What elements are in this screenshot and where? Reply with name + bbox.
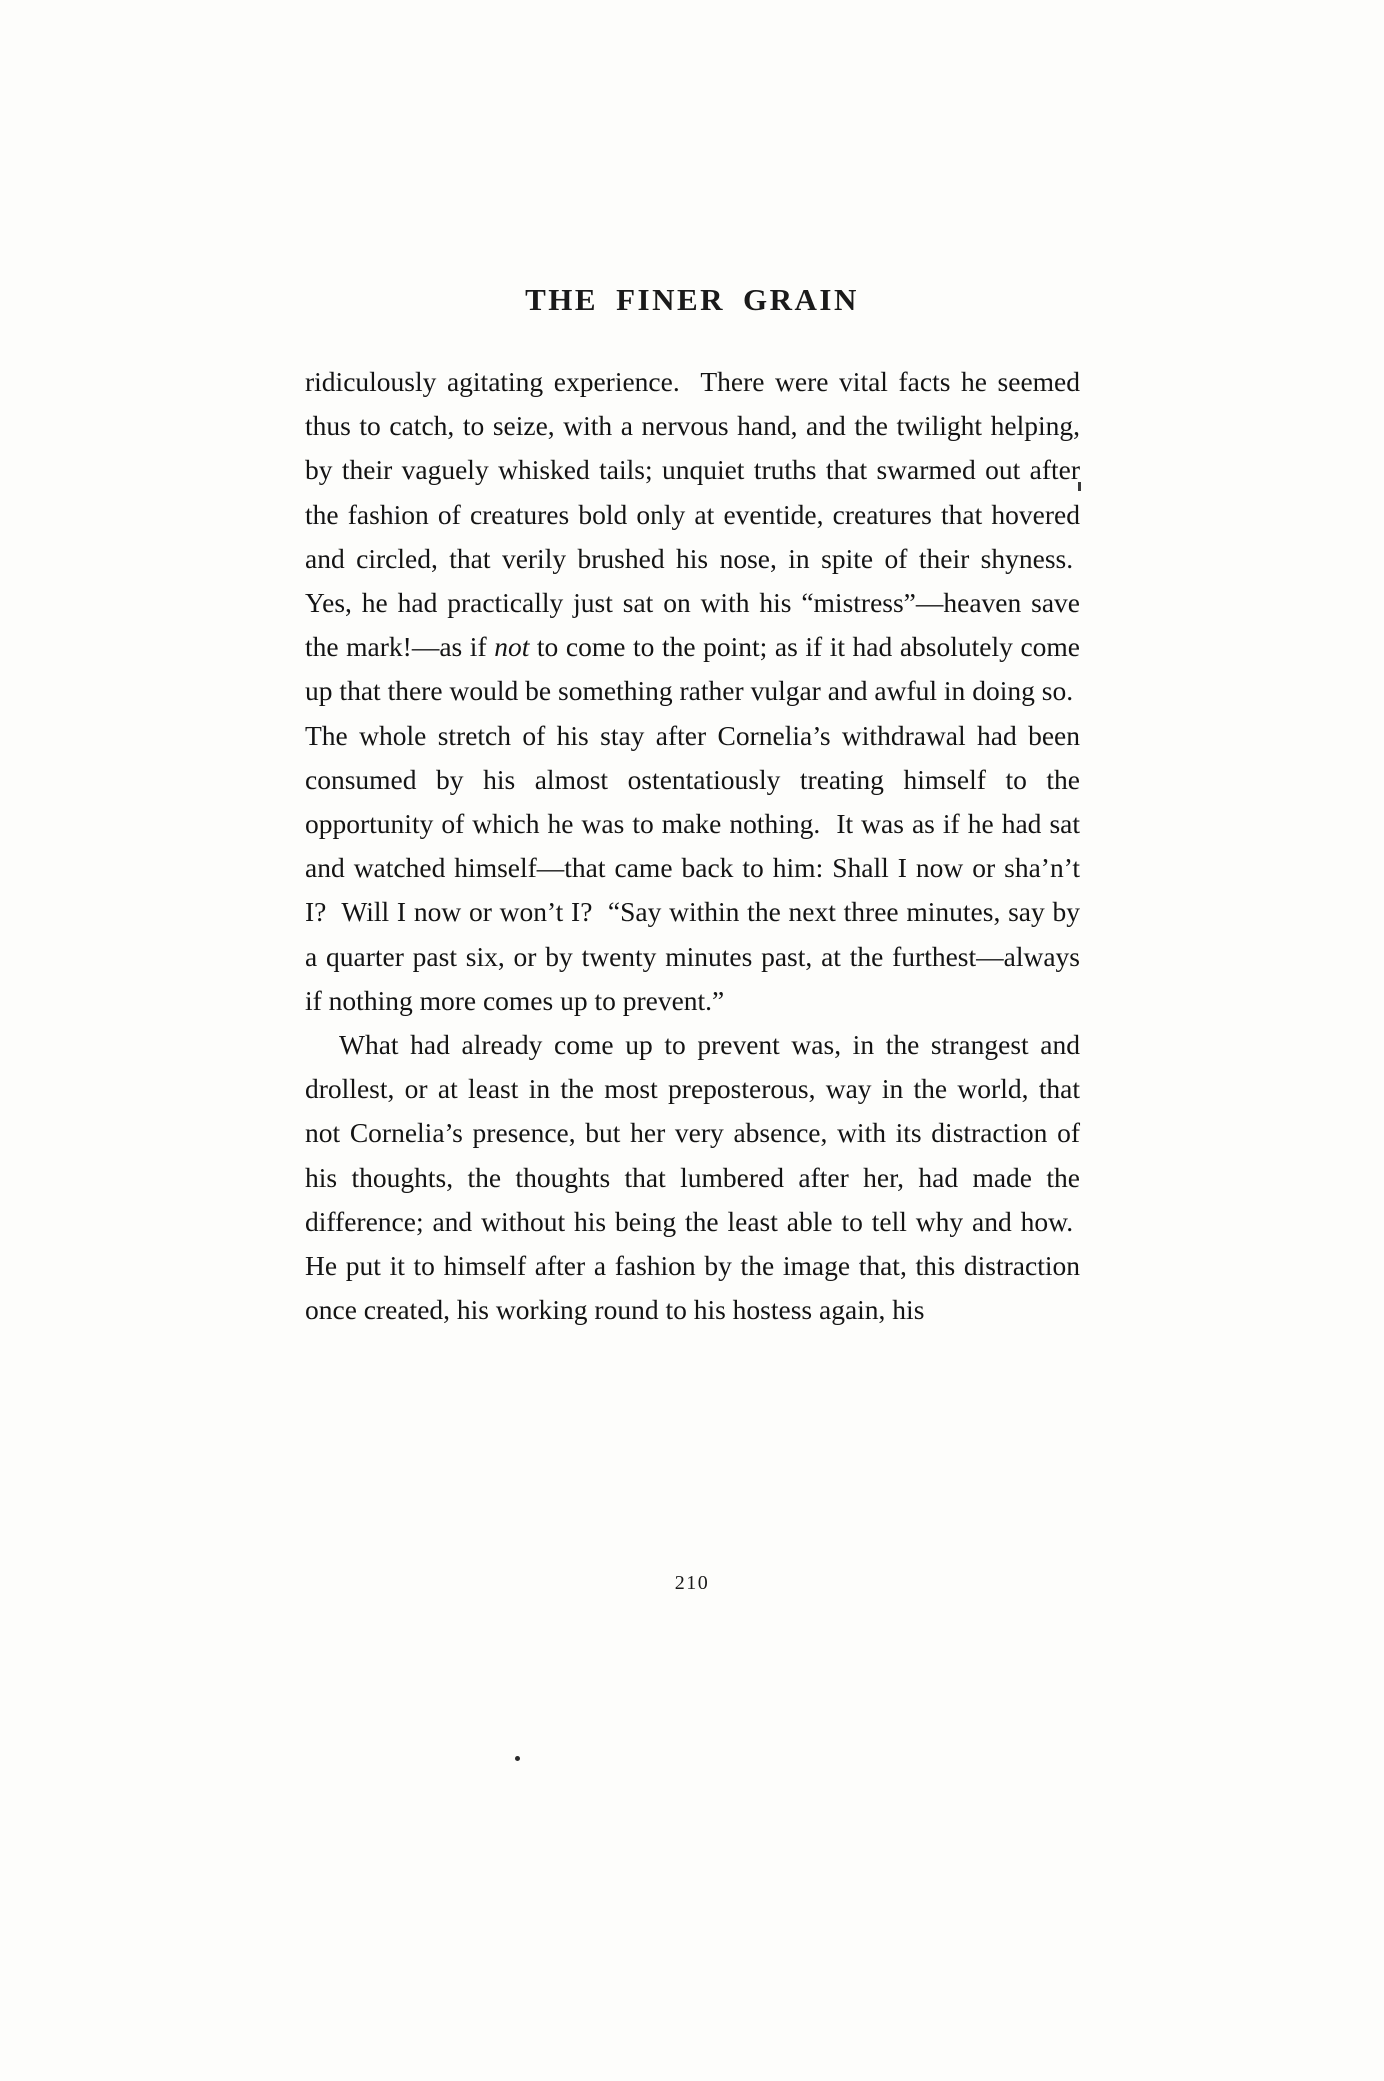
emphasis-not: not	[494, 631, 530, 663]
page-number: 210	[674, 1572, 710, 1594]
paragraph-1: ridiculously agitating experience. There were vital facts he seemed thus to catch, to seize, with a nervous hand, and the twilight helping, by their vaguely whisked tails; unquiet truths that swarmed out after the fashion of creatures bold only at eventide, creatures that hovered and circled, that verily brushed his nose, in spite of their shyness. Yes, he had practically just sat on with his “mistress”—heaven save the mark!—as if not to come to the point; as if it had absolutely come up that there would be something rather vulgar and awful in doing so. The whole stretch of his stay after Cornelia’s withdrawal had been consumed by his almost ostentatiously treating himself to the opportunity of which he was to make nothing. It was as if he had sat and watched himself—that came back to him: Shall I now or sha’n’t I? Will I now or won’t I? “Say within the next three minutes, say by a quarter past six, or by twenty minutes past, at the furthest—always if nothing more comes up to prevent.”	[305, 366, 1080, 1016]
ink-speck-bottom	[515, 1756, 520, 1761]
running-head-word-1: THE	[525, 282, 599, 317]
running-head-word-2: FINER	[616, 282, 726, 317]
paragraph-2: What had already come up to prevent was, in the strangest and drollest, or at least in the most preposterous, way in the world, that not Cornelia’s presence, but her very absence, with its distraction of his thoughts, the thoughts that lumbered after her, had made the difference; and without his being the least able to tell why and how. He put it to himself after a fashion by the image that, this distraction once created, his working round to his hostess again, his	[305, 1029, 1080, 1326]
running-head	[0, 282, 1384, 318]
body-text	[305, 360, 1080, 1332]
running-head-word-3: GRAIN	[743, 282, 859, 317]
